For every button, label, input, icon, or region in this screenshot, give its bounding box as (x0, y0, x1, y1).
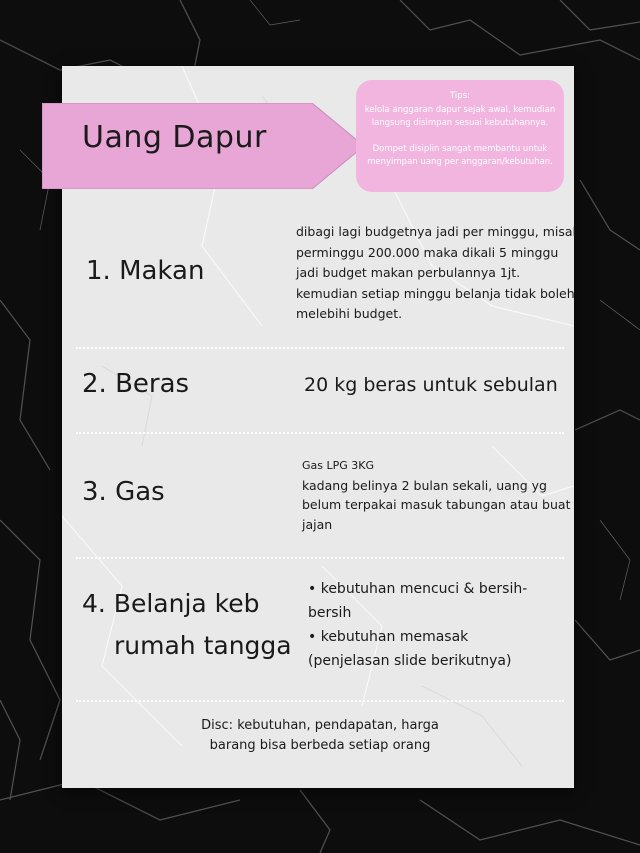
item-desc-line: dibagi lagi budgetnya jadi per minggu, misal (296, 224, 577, 239)
item-title-belanja-line-2: rumah tangga (114, 631, 292, 660)
item-desc-line: melebihi budget. (296, 306, 403, 321)
disclaimer-line-2: barang bisa berbeda setiap orang (209, 738, 431, 753)
divider (76, 432, 564, 434)
disclaimer (150, 716, 490, 756)
item-desc-belanja (308, 577, 527, 673)
divider (76, 557, 564, 559)
item-desc-makan (296, 222, 576, 325)
item-desc-line: Gas LPG 3KG (302, 459, 375, 472)
item-title-belanja-line-1: 4. Belanja keb (82, 589, 260, 618)
divider (76, 347, 564, 349)
item-title-gas: 3. Gas (82, 477, 165, 507)
page-title: Uang Dapur (82, 120, 267, 155)
item-desc-line: (penjelasan slide berikutnya) (308, 653, 512, 669)
tips-line-1: kelola anggaran dapur sejak awal, kemudian langsung disimpan sesuai kebutuhannya. (364, 104, 556, 128)
item-desc-line: bersih (308, 605, 352, 621)
tips-text (360, 90, 560, 170)
tips-line-2: Dompet disiplin sangat membantu untuk menyimpan uang per anggaran/kebutuhan. (367, 143, 553, 167)
item-desc-line: kemudian setiap minggu belanja tidak boleh (296, 285, 575, 301)
item-desc-line: kadang belinya 2 bulan sekali, uang yg (302, 477, 547, 493)
item-title-beras: 2. Beras (82, 369, 190, 399)
item-desc-line: • kebutuhan mencuci & bersih- (308, 581, 528, 597)
item-desc-line: jajan (302, 516, 333, 532)
disclaimer-line-1: Disc: kebutuhan, pendapatan, harga (201, 718, 439, 733)
tips-heading: Tips: (450, 91, 470, 101)
item-desc-line: jadi budget makan perbulannya 1jt. (296, 265, 521, 280)
divider (76, 700, 564, 702)
item-desc-line: belum terpakai masuk tabungan atau buat (302, 497, 571, 512)
item-desc-line: perminggu 200.000 maka dikali 5 minggu (296, 244, 559, 260)
item-desc-gas (302, 456, 570, 534)
item-desc-line: • kebutuhan memasak (308, 629, 469, 645)
item-title-makan: 1. Makan (86, 256, 205, 286)
item-desc-beras: 20 kg beras untuk sebulan (304, 374, 558, 396)
